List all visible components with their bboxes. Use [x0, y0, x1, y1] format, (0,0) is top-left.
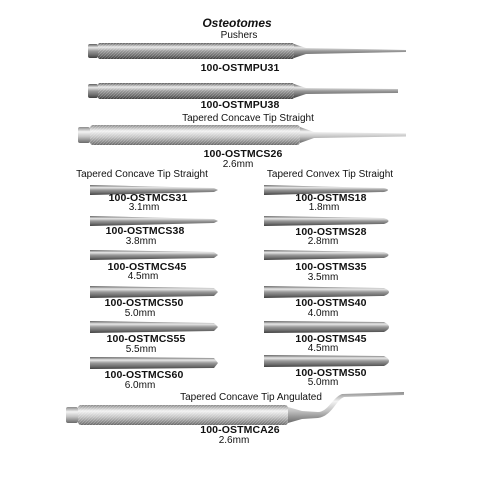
osteotome-size: 5.5mm [125, 344, 157, 355]
osteotome-code: 100-OSTMCS31 [108, 192, 188, 204]
pusher-instrument-image [88, 42, 408, 60]
osteotome-code: 100-OSTMS28 [295, 226, 367, 238]
osteotome-instrument-image [264, 320, 394, 334]
osteotome-size: 4.5mm [127, 271, 159, 282]
osteotome-code: 100-OSTMS35 [295, 261, 367, 273]
osteotome-code: 100-OSTMS18 [295, 192, 367, 204]
pusher-code: 100-OSTMPU31 [200, 62, 280, 74]
section-heading: Tapered Concave Tip Straight [182, 113, 314, 124]
page-title: Osteotomes [202, 16, 272, 30]
osteotome-code: 100-OSTMCS60 [104, 369, 184, 381]
pusher-code: 100-OSTMPU38 [200, 99, 280, 111]
osteotome-size: 3.8mm [125, 236, 157, 247]
osteotome-instrument-image [264, 354, 394, 368]
osteotome-instrument-image [264, 249, 394, 261]
osteotome-size: 2.6mm [218, 435, 250, 446]
pusher-instrument-image [88, 82, 400, 100]
osteotome-code: 100-OSTMS45 [295, 333, 367, 345]
osteotome-size: 6.0mm [124, 380, 156, 391]
osteotome-size: 3.5mm [307, 272, 339, 283]
osteotome-size: 5.0mm [124, 308, 156, 319]
osteotome-code: 100-OSTMCS55 [106, 333, 186, 345]
osteotome-code: 100-OSTMS40 [295, 297, 367, 309]
osteotome-size: 4.0mm [307, 308, 339, 319]
osteotome-size: 4.5mm [307, 343, 339, 354]
osteotome-code: 100-OSTMCS50 [104, 297, 184, 309]
osteotome-size: 2.8mm [307, 236, 339, 247]
osteotome-code: 100-OSTMS50 [295, 367, 367, 379]
angulated-osteotome-image [66, 388, 406, 428]
column-heading-concave: Tapered Concave Tip Straight [76, 169, 208, 180]
osteotome-instrument-image [90, 320, 220, 334]
osteotome-size: 5.0mm [307, 377, 339, 388]
osteotome-size: 2.6mm [222, 159, 254, 170]
osteotome-size: 3.1mm [128, 202, 160, 213]
osteotome-code: 100-OSTMCS38 [105, 225, 185, 237]
page-subtitle: Pushers [220, 30, 258, 41]
osteotome-size: 1.8mm [308, 202, 340, 213]
column-heading-convex: Tapered Convex Tip Straight [266, 169, 394, 180]
osteotome-instrument-image [90, 249, 220, 261]
osteotome-code: 100-OSTMCS26 [203, 148, 283, 160]
osteotome-code: 100-OSTMCS45 [107, 261, 187, 273]
osteotome-instrument-image [78, 124, 408, 146]
section-heading: Tapered Concave Tip Angulated [180, 392, 322, 403]
osteotome-code: 100-OSTMCA26 [200, 424, 280, 436]
osteotome-instrument-image [90, 356, 220, 370]
